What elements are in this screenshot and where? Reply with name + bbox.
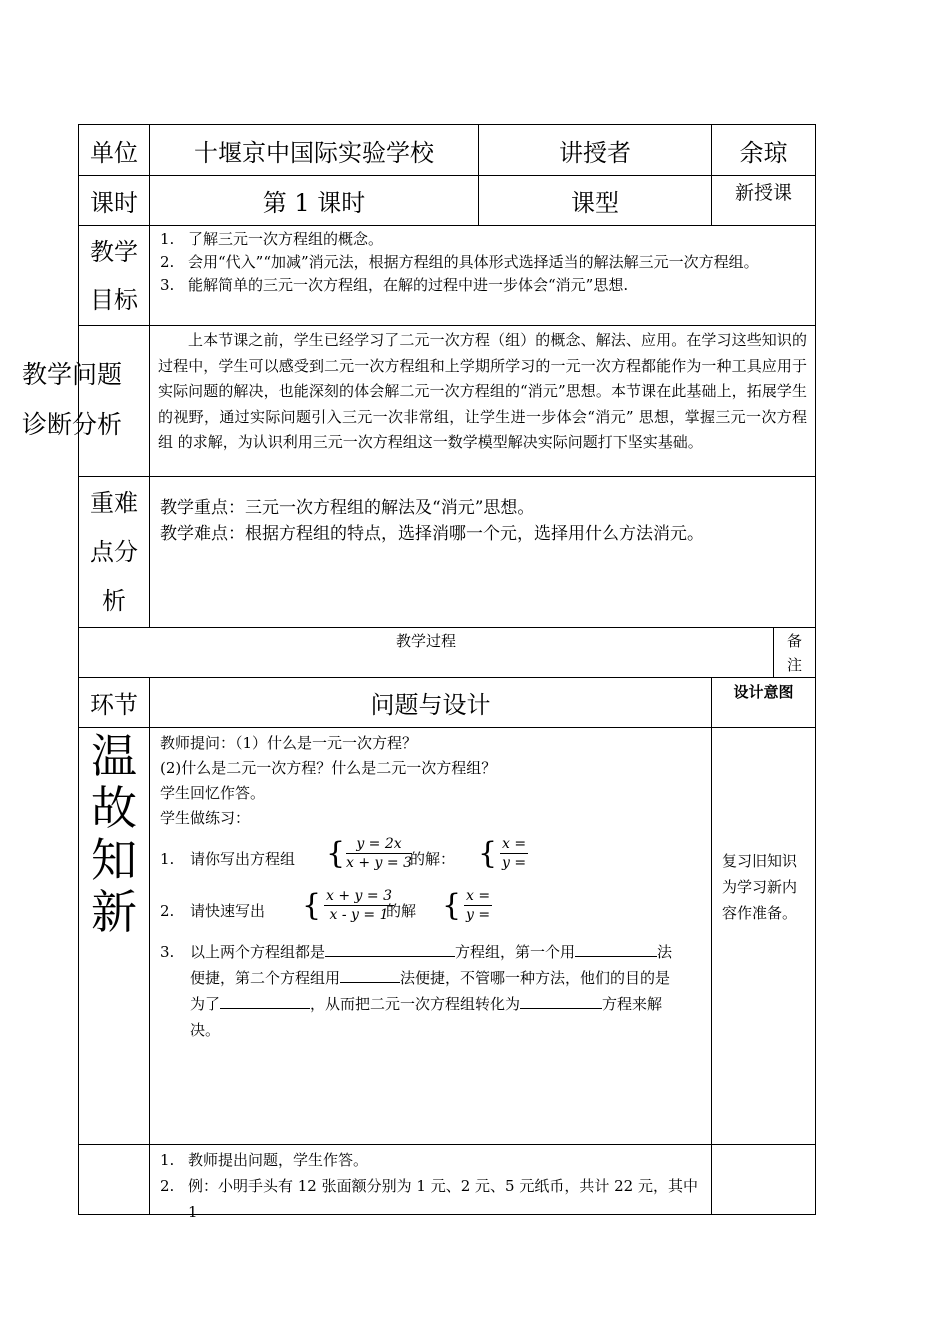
type-label: 课型 [478, 175, 712, 226]
lecturer-label: 讲授者 [478, 124, 712, 176]
exercise-2: 2. 请快速写出 { $\frac{x + y = 3}{x - y = 1}$ 的解 { $\frac{x =}{y =}$ [160, 888, 491, 923]
next-item: 2. 例：小明手头有 12 张面额分别为 1 元、2 元、5 元纸币，共计 22 元，其中 1 [160, 1177, 698, 1221]
lecturer-name: 余琼 [711, 124, 816, 176]
equation-system-1: $\frac{y = 2x}{x + y = 3}$ [346, 836, 412, 871]
school-name: 十堰京中国际实验学校 [149, 124, 479, 176]
diagnosis-label: 教学问题 诊断分析 [22, 360, 123, 439]
left-brace-icon: { [442, 888, 462, 923]
keypoints-content [149, 476, 816, 628]
objectives-label: 教学 目标 [78, 225, 150, 326]
objective-item: 3. 能解简单的三元一次方程组，在解的过程中进一步体会“消元”思想. [160, 276, 629, 294]
exercise-3: 3. 以上两个方程组都是 方程组，第一个用 法 便捷，第二个方程组用 法便捷，不管哪一种方法，他们的目的是 为了 ，从而把二元一次方程组转化为 方程来解 决。 [160, 943, 673, 1039]
process-title: 教学过程 [78, 627, 774, 678]
answer-2: $\frac{x =}{y =}$ [465, 888, 491, 923]
objective-item: 2. 会用“代入”“加减”消元法，根据方程组的具体形式选择适当的解法解三元一次方程组。 [160, 253, 759, 271]
teaching-difficulty: 教学难点：根据方程组的特点，选择消哪一个元，选择用什么方法消元。 [160, 524, 704, 544]
review-line: (2)什么是二元一次方程？什么是二元一次方程组？ [160, 759, 497, 777]
keypoints-label: 重难 点分 析 [78, 476, 150, 628]
review-stage-label: 温 故 知 新 [78, 727, 150, 1145]
review-line: 学生做练习： [160, 809, 251, 827]
review-line: 教师提问：（1）什么是一元一次方程？ [160, 734, 418, 752]
left-brace-icon: { [302, 888, 322, 923]
equation-system-2: $\frac{x + y = 3}{x - y = 1}$ [326, 888, 392, 923]
next-stage-label [78, 1144, 150, 1215]
unit-label: 单位 [78, 124, 150, 176]
next-item: 1. 教师提出问题，学生作答。 [160, 1151, 369, 1169]
review-intent: 复习旧知识为学习新内容作准备。 [711, 727, 816, 1145]
objectives-list [149, 225, 816, 326]
stage-header: 环节 [78, 677, 150, 728]
answer-1: $\frac{x =}{y =}$ [501, 836, 527, 871]
exercise-1: 1. 请你写出方程组 { $\frac{y = 2x}{x + y = 3}$ 的解： { $\frac{x =}{y =}$ [160, 836, 527, 871]
teaching-focus: 教学重点：三元一次方程组的解法及“消元”思想。 [160, 498, 535, 518]
diagnosis-text: 上本节课之前，学生已经学习了二元一次方程（组）的概念、解法、应用。在学习这些知识的过程中，学生可以感受到二元一次方程组和上学期所学习的一元一次方程都能作为一种工具应用于实际问题的解决，也能深刻的体会解二元一次方程组的“消元”思想。本节课在此基础上，拓展学生的视野，通过实际问题引入三元一次非常组，让学生进一步体会“消元” 思想，掌握三元一次方程组 的求解，为认识利用三元一次方程组这一数学模型解决实际问题打下坚实基础。 [149, 325, 816, 477]
remarks-label: 备 注 [773, 627, 816, 678]
design-header: 问题与设计 [149, 677, 712, 728]
left-brace-icon: { [326, 836, 346, 871]
review-content [149, 727, 712, 1145]
type-value: 新授课 [711, 175, 816, 226]
period-value: 第 1 课时 [149, 175, 479, 226]
review-line: 学生回忆作答。 [160, 784, 266, 802]
intent-header: 设计意图 [711, 677, 816, 728]
period-label: 课时 [78, 175, 150, 226]
left-brace-icon: { [478, 836, 498, 871]
next-intent [711, 1144, 816, 1215]
objective-item: 1. 了解三元一次方程组的概念。 [160, 230, 384, 248]
next-content [149, 1144, 712, 1221]
